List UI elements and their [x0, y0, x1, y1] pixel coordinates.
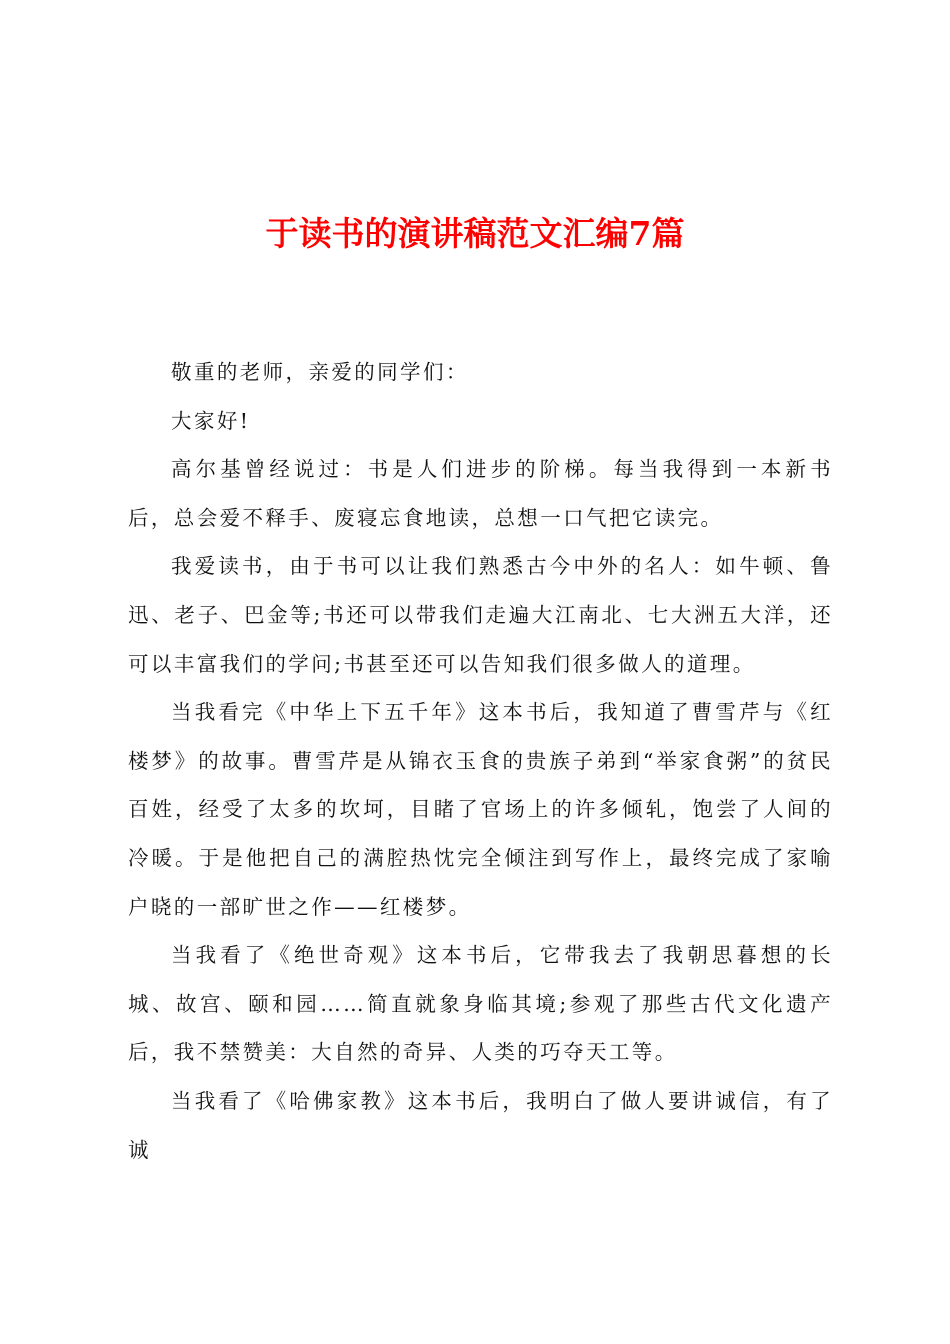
paragraph-greeting: 敬重的老师，亲爱的同学们：	[171, 360, 469, 384]
document-title: 于读书的演讲稿范文汇编7篇	[265, 214, 685, 253]
paragraph-world-wonders: 当我看了《绝世奇观》这本书后，它带我去了我朝思暮想的长城、故宫、颐和园……简直就象身临其境;参观了那些古代文化遗产后，我不禁赞美：大自然的奇异、人类的巧夺天工等。	[128, 943, 833, 1065]
paragraph-why-read: 我爱读书，由于书可以让我们熟悉古今中外的名人：如牛顿、鲁迅、老子、巴金等;书还可以带我们走遍大江南北、七大洲五大洋，还可以丰富我们的学问;书甚至还可以告知我们很多做人的道理。	[128, 554, 833, 676]
document-body	[128, 348, 833, 1174]
paragraph-red-mansions: 当我看完《中华上下五千年》这本书后，我知道了曹雪芹与《红楼梦》的故事。曹雪芹是从锦衣玉食的贵族子弟到“举家食粥”的贫民百姓，经受了太多的坎坷，目睹了官场上的许多倾轧，饱尝了人间的冷暖。于是他把自己的满腔热忱完全倾注到写作上，最终完成了家喻户晓的一部旷世之作——红楼梦。	[128, 700, 833, 919]
paragraph-harvard-education: 当我看了《哈佛家教》这本书后，我明白了做人要讲诚信，有了诚	[128, 1088, 833, 1162]
paragraph-gorky-quote: 高尔基曾经说过：书是人们进步的阶梯。每当我得到一本新书后，总会爱不释手、废寝忘食地读，总想一口气把它读完。	[128, 457, 833, 530]
paragraph-hello: 大家好!	[171, 408, 251, 433]
